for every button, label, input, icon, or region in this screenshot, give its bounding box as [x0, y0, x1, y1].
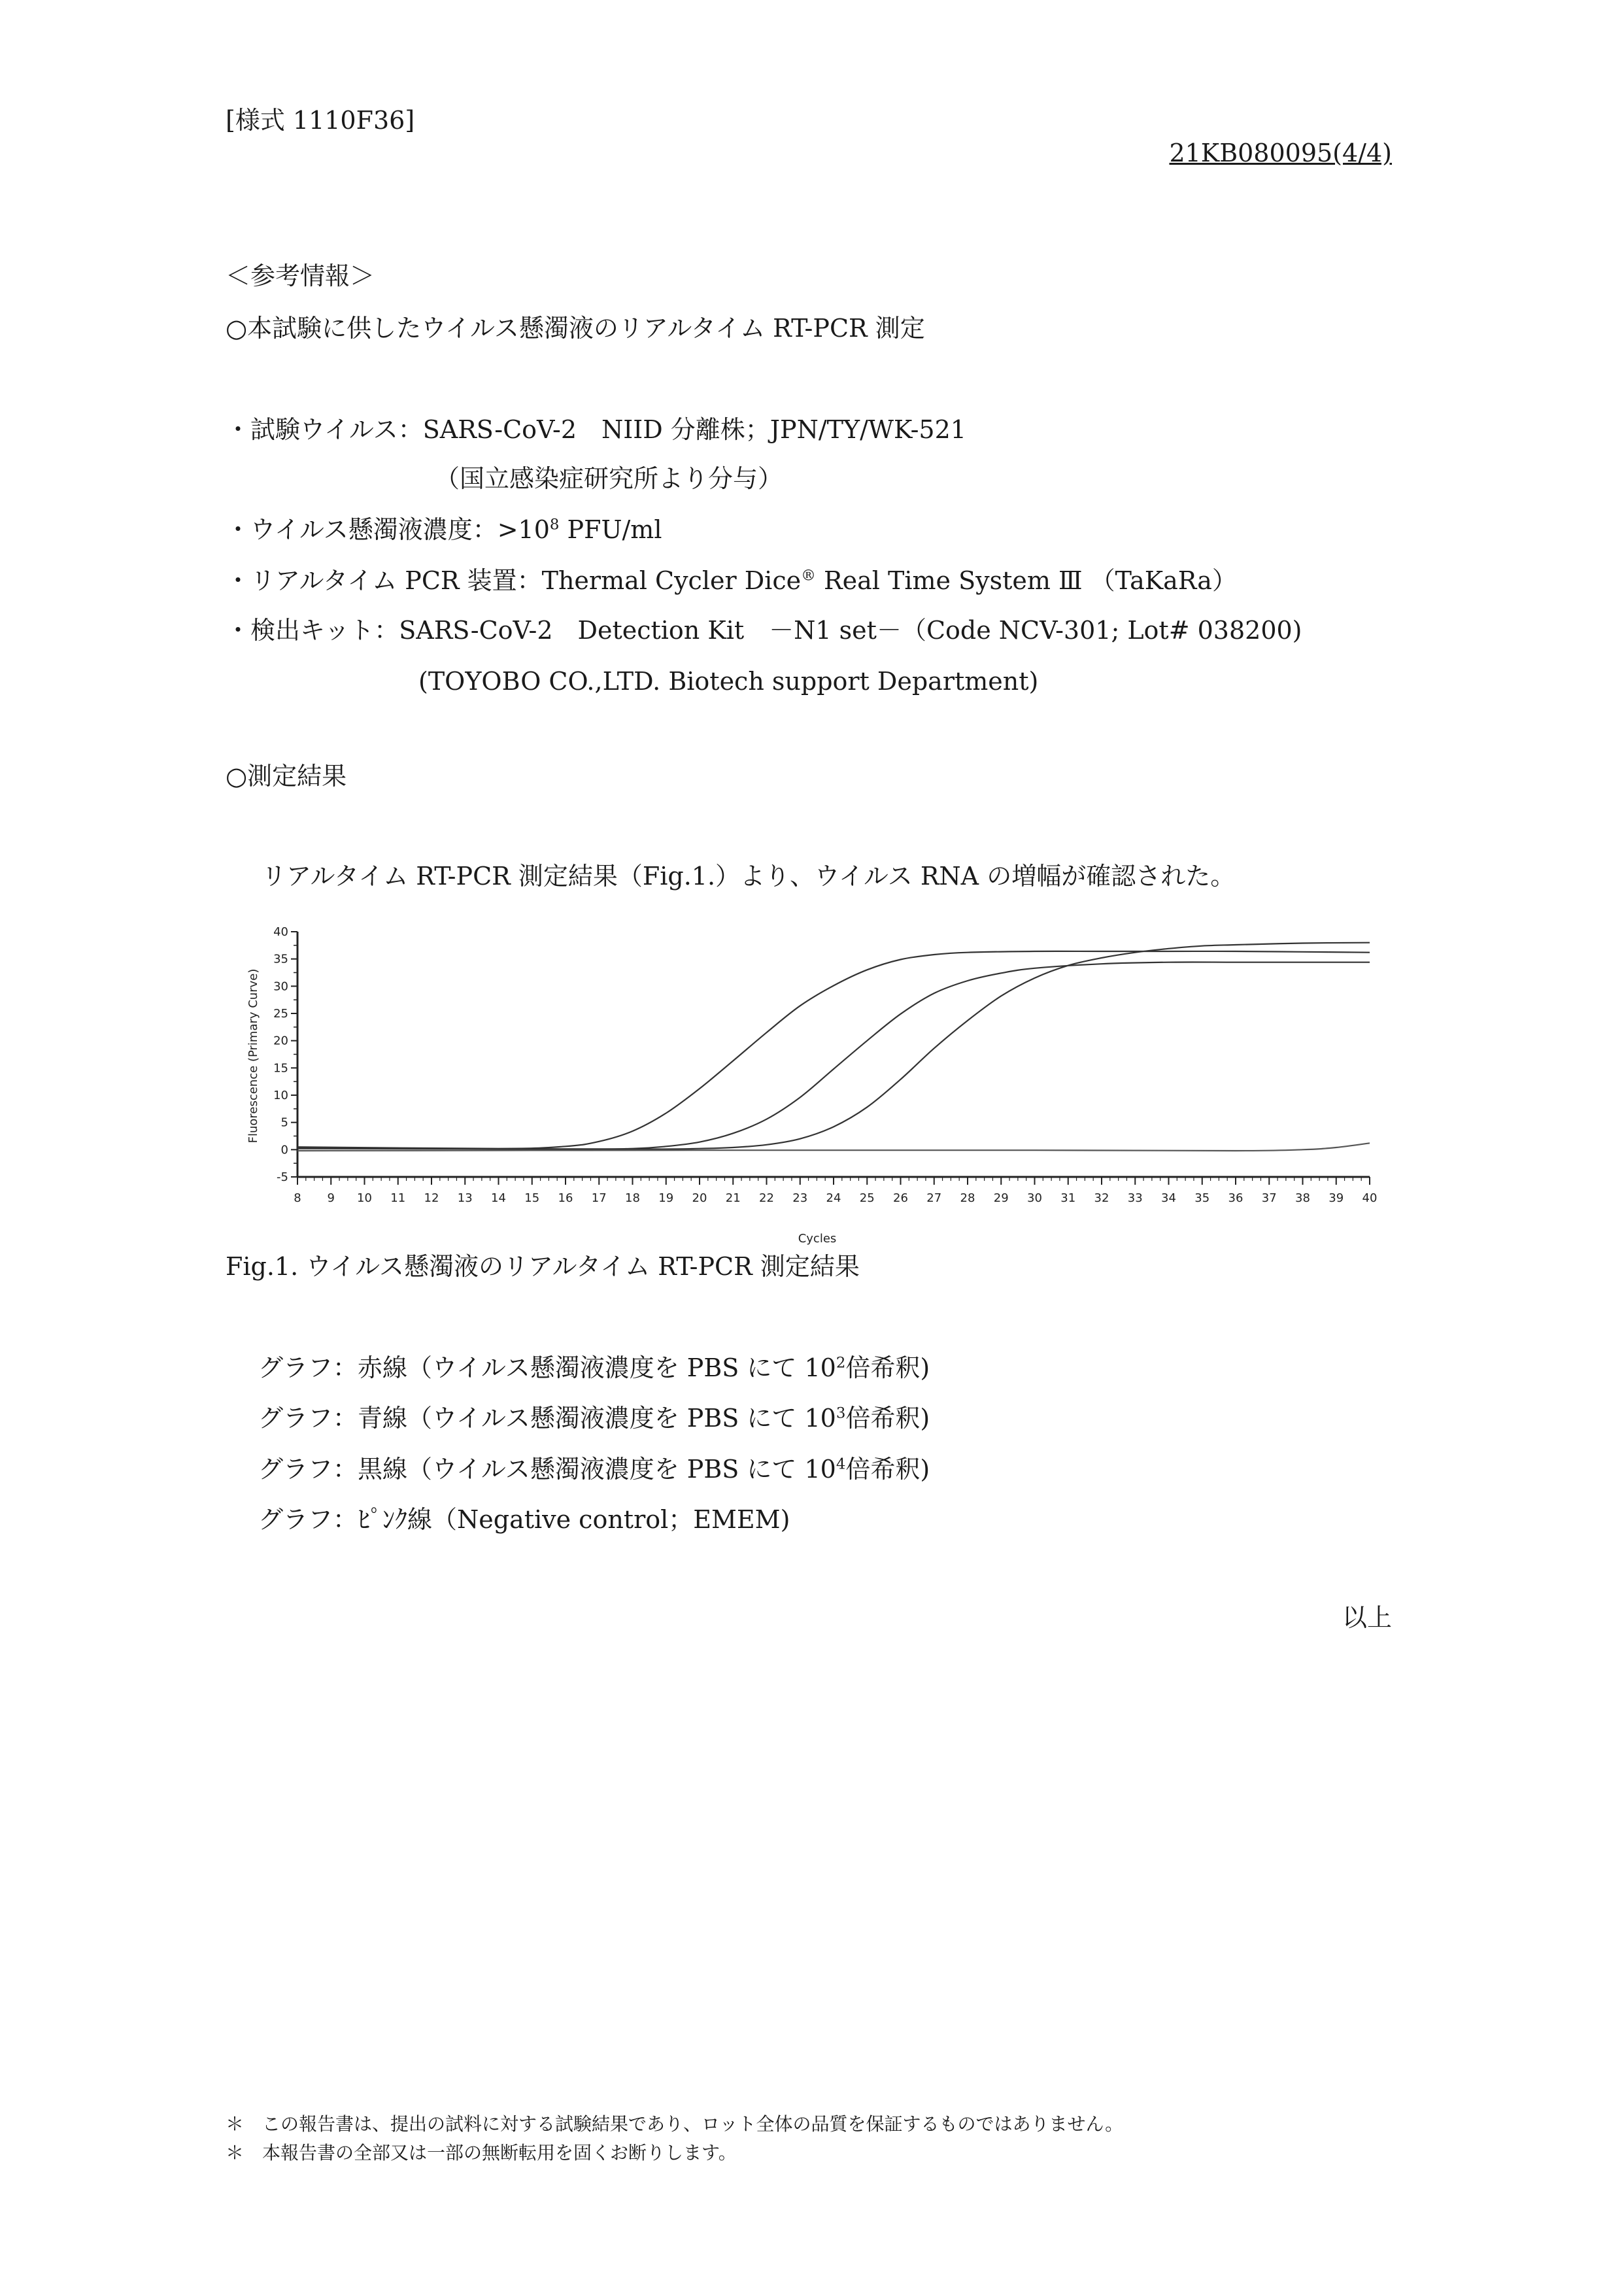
x-tick-label: 34	[1161, 1191, 1176, 1205]
y-tick-label: 5	[280, 1115, 288, 1130]
pcr-device-line	[226, 566, 1237, 596]
x-tick-label: 35	[1194, 1191, 1210, 1205]
footnote: ＊ この報告書は、提出の試料に対する試験結果であり、ロット全体の品質を保証するものではありません。	[226, 2113, 1124, 2135]
x-tick-label: 21	[725, 1191, 741, 1205]
x-tick-label: 39	[1328, 1191, 1344, 1205]
pcr-device-rest: Real Time System Ⅲ （TaKaRa）	[815, 566, 1237, 595]
x-tick-label: 9	[327, 1191, 335, 1205]
legend-item-suffix: 倍希釈)	[845, 1353, 930, 1382]
form-code: [様式 1110F36]	[226, 106, 415, 135]
legend-item	[258, 1505, 790, 1535]
legend-item-suffix: 倍希釈)	[845, 1404, 930, 1433]
y-tick-label: 0	[280, 1143, 288, 1157]
closing-mark: 以上	[1342, 1603, 1392, 1632]
legend-item-suffix: 倍希釈)	[845, 1455, 930, 1484]
x-tick-label: 28	[960, 1191, 975, 1205]
y-tick-label: 25	[273, 1007, 288, 1021]
x-tick-label: 36	[1228, 1191, 1243, 1205]
legend-item	[258, 1455, 930, 1485]
x-tick-label: 31	[1060, 1191, 1076, 1205]
legend-item-text: グラフ：赤線（ウイルス懸濁液濃度を PBS にて 10	[258, 1353, 836, 1382]
x-tick-label: 26	[893, 1191, 908, 1205]
y-tick-label: -5	[277, 1170, 288, 1184]
report-number: 21KB080095(4/4)	[1169, 139, 1392, 167]
x-tick-label: 16	[558, 1191, 573, 1205]
chart-axes	[273, 925, 1377, 1205]
results-summary: リアルタイム RT-PCR 測定結果（Fig.1.）より、ウイルス RNA の増幅が確認された。	[262, 862, 1236, 891]
series-line	[297, 951, 1370, 1149]
x-tick-label: 40	[1362, 1191, 1378, 1205]
x-tick-label: 23	[792, 1191, 808, 1205]
registered-mark: ®	[801, 567, 816, 585]
y-axis-label: Fluorescence (Primary Curve)	[246, 968, 260, 1144]
concentration-exponent: 8	[549, 516, 560, 534]
legend-item-exponent: 3	[836, 1404, 846, 1422]
y-tick-label: 35	[273, 952, 288, 966]
x-tick-label: 18	[625, 1191, 640, 1205]
reference-heading: ＜参考情報＞	[226, 262, 375, 290]
reference-subheading: ○本試験に供したウイルス懸濁液のリアルタイム RT-PCR 測定	[226, 314, 925, 343]
figure-caption: Fig.1. ウイルス懸濁液のリアルタイム RT-PCR 測定結果	[226, 1252, 860, 1281]
x-tick-label: 14	[491, 1191, 506, 1205]
x-tick-label: 22	[759, 1191, 774, 1205]
y-tick-label: 10	[273, 1089, 288, 1102]
x-tick-label: 12	[424, 1191, 439, 1205]
legend-item-text: グラフ：青線（ウイルス懸濁液濃度を PBS にて 10	[258, 1404, 836, 1433]
kit-source-line: (TOYOBO CO.,LTD. Biotech support Department)	[418, 667, 1039, 696]
x-tick-label: 33	[1127, 1191, 1143, 1205]
legend-item-text: グラフ：黒線（ウイルス懸濁液濃度を PBS にて 10	[258, 1455, 836, 1484]
x-tick-label: 13	[457, 1191, 473, 1205]
legend-item	[258, 1404, 930, 1434]
concentration-line	[226, 515, 662, 545]
chart-series	[297, 943, 1370, 1151]
x-axis-label: Cycles	[798, 1232, 837, 1246]
legend-item-text: グラフ：ﾋﾟﾝｸ線（Negative control；EMEM)	[258, 1505, 790, 1534]
x-tick-label: 8	[294, 1191, 301, 1205]
x-tick-label: 24	[826, 1191, 841, 1205]
legend-item-exponent: 2	[836, 1354, 846, 1372]
x-tick-label: 25	[859, 1191, 875, 1205]
x-tick-label: 19	[658, 1191, 674, 1205]
y-tick-label: 40	[273, 925, 288, 939]
series-line	[297, 962, 1370, 1149]
series-line	[297, 943, 1370, 1149]
legend-item-exponent: 4	[836, 1455, 846, 1473]
x-tick-label: 17	[591, 1191, 607, 1205]
y-tick-label: 30	[273, 979, 288, 994]
concentration-unit: PFU/ml	[559, 515, 662, 544]
x-tick-label: 30	[1027, 1191, 1042, 1205]
y-tick-label: 15	[273, 1061, 288, 1076]
virus-source-line: （国立感染症研究所より分与）	[435, 464, 783, 493]
footnote: ＊ 本報告書の全部又は一部の無断転用を固くお断りします。	[226, 2142, 737, 2164]
kit-line: ・検出キット：SARS-CoV-2 Detection Kit －N1 set－（Code NCV-301; Lot# 038200)	[226, 616, 1302, 645]
x-tick-label: 10	[357, 1191, 372, 1205]
x-tick-label: 37	[1261, 1191, 1277, 1205]
x-tick-label: 32	[1094, 1191, 1109, 1205]
x-tick-label: 20	[692, 1191, 707, 1205]
concentration-label: ・ウイルス懸濁液濃度：>10	[226, 515, 550, 544]
results-heading: ○測定結果	[226, 762, 347, 790]
x-tick-label: 38	[1295, 1191, 1310, 1205]
x-tick-label: 27	[926, 1191, 942, 1205]
x-tick-label: 15	[524, 1191, 540, 1205]
virus-line: ・試験ウイルス：SARS-CoV-2 NIID 分離株；JPN/TY/WK-521	[226, 415, 966, 444]
series-line	[297, 1143, 1370, 1151]
rt-pcr-chart	[235, 912, 1399, 1246]
y-tick-label: 20	[273, 1034, 288, 1048]
legend-item	[258, 1353, 930, 1384]
x-tick-label: 29	[993, 1191, 1009, 1205]
x-tick-label: 11	[390, 1191, 406, 1205]
pcr-device-label: ・リアルタイム PCR 装置：Thermal Cycler Dice	[226, 566, 802, 595]
